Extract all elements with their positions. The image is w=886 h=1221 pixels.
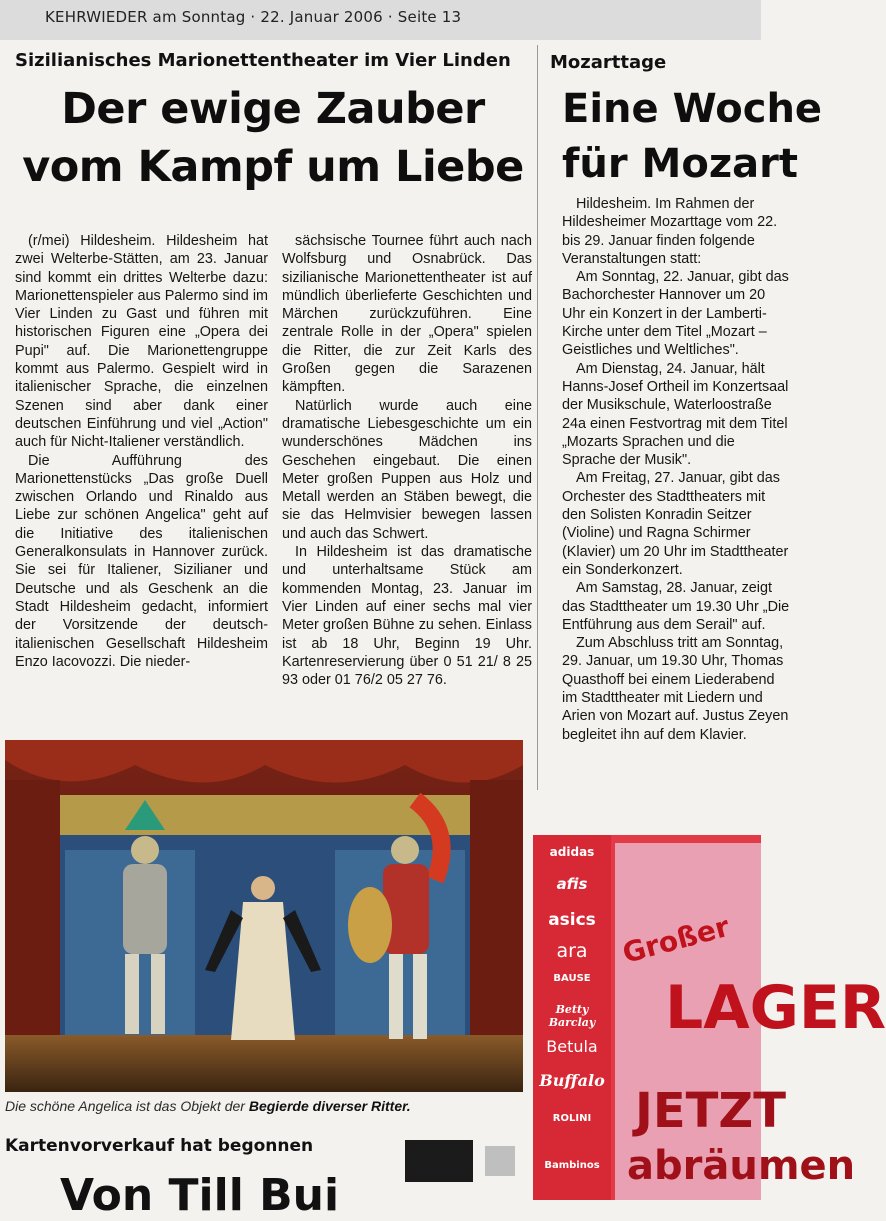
caption-bold-text: Begierde diverser Ritter.: [248, 1098, 411, 1114]
ad-brand: Betty Barclay: [548, 1003, 596, 1029]
ad-text-large: LAGER: [665, 973, 886, 1043]
ad-brand: ROLINI: [552, 1113, 592, 1124]
article-paragraph: In Hildesheim ist das dramatische und unterhaltsame Stück am kommenden Montag, 23. Januar im Vier Linden auf einer sechs mal vier Meter großen Bühne zu sehen. Einlass ist ab 18 Uhr, Beginn 19 Uhr. Kartenreservierung über 0 51 21/ 8 25 93 oder 01 76/2 05 27 76.: [282, 544, 532, 689]
ad-brand: BAUSE: [553, 973, 591, 984]
ad-brand: ara: [556, 940, 588, 962]
ad-brand: Betula: [546, 1037, 598, 1056]
ad-text-large: JETZT: [635, 1083, 786, 1139]
bottom-headline-text: Von Till Bui: [60, 1170, 340, 1221]
ad-brand: Buffalo: [539, 1071, 605, 1090]
side-paragraph: Am Dienstag, 24. Januar, hält Hanns-Josef Ortheil im Konzertsaal der Musikschule, Waterloostraße 24a einen Festvortrag mit dem Titel „Mozarts Sprachen und die Sprache der Musik".: [562, 360, 789, 469]
ad-text-large: Großer: [619, 909, 733, 970]
article-paragraph: (r/mei) Hildesheim. Hildesheim hat zwei Welterbe-Stätten, am 23. Januar sind kommt ein drittes Welterbe dazu: Marionettenspieler aus Palermo sind im Vier Linden zu Gast und führen mit historischen Figuren eine „Opera dei Pupi" auf. Die Marionettengruppe kommt aus Palermo. Gespielt wird in italienischer Sprache, die einzelnen Szenen sind aber dank einer deutschen Einführung und viel „Action" auch für Nicht-Italiener verständlich.: [15, 233, 268, 451]
side-column: [562, 195, 790, 744]
ad-brand: Bambinos: [544, 1160, 600, 1171]
masthead-bar: [0, 0, 761, 40]
advertisement: [533, 835, 886, 1200]
photo-caption: [5, 1098, 411, 1114]
ad-brand-column: [533, 835, 611, 1200]
side-paragraph: Zum Abschluss tritt am Sonntag, 29. Januar, um 19.30 Uhr, Thomas Quasthoff bei einem Liederabend im Stadttheater mit Liedern und Arien von Mozart auf. Justus Zeyen begleitet ihn auf dem Klavier.: [562, 635, 789, 743]
bottom-article-kicker: Kartenvorverkauf hat begonnen: [5, 1136, 314, 1156]
side-headline-line: Eine Woche: [562, 86, 823, 132]
masthead-text: KEHRWIEDER am Sonntag · 22. Januar 2006 · Seite 13: [45, 8, 462, 26]
article-column-2: [282, 232, 532, 689]
article-paragraph: sächsische Tournee führt auch nach Wolfsburg und Osnabrück. Das sizilianische Marionettentheater ist auf mündlich überlieferte Geschichten und Märchen zurückzuführen. Eine zentrale Rolle in der „Opera" spielen die Ritter, die zur Zeit Karls des Großen gegen die Sarazenen kämpften.: [282, 233, 532, 396]
side-paragraph: Am Samstag, 28. Januar, zeigt das Stadttheater um 19.30 Uhr „Die Entführung aus dem Serail" auf.: [562, 580, 790, 633]
ad-brand: asics: [548, 910, 596, 930]
ad-brand: afis: [556, 875, 588, 893]
ad-brand: adidas: [549, 845, 595, 859]
side-paragraph: Am Freitag, 27. Januar, gibt das Orchester des Stadttheaters mit den Solisten Konradin Seitzer (Violine) und Ragna Schirmer (Klavier) um 20 Uhr im Stadttheater ein Sonderkonzert.: [562, 470, 789, 578]
caption-text: Die schöne Angelica ist das Objekt der: [5, 1098, 249, 1114]
marionette-photo: [5, 740, 523, 1092]
article-paragraph: Die Aufführung des Marionettenstücks „Das große Duell zwischen Orlando und Rinaldo aus Liebe zur schönen Angelica" geht auf die Initiative des italienischen Generalkonsulats in Hannover zurück. Sie sei für Italiener, Sizilianer und Deutsche und als Geschenk an die Stadt Hildesheim gedacht, informiert der Vorsitzende der deutsch-italienischen Gesellschaft Hildesheim Enzo Iacovozzi. Die nieder-: [15, 452, 268, 670]
marionette-photo-illustration: [5, 740, 523, 1092]
side-headline: [562, 82, 823, 192]
side-kicker: Mozarttage: [550, 52, 667, 73]
article-kicker: Sizilianisches Marionettentheater im Vier Linden: [15, 50, 511, 71]
side-paragraph: Hildesheim. Im Rahmen der Hildesheimer Mozarttage vom 22. bis 29. Januar finden folgende Veranstaltungen statt:: [562, 196, 778, 267]
article-paragraph: Natürlich wurde auch eine dramatische Liebesgeschichte um ein wunderschönes Mädchen ins Geschehen eingebaut. Die einen Meter großen Puppen aus Holz und Metall werden an Stäben bewegt, die sie das Helmvisier bewegen lassen und auch das Schwert.: [282, 397, 532, 542]
ad-text-large: abräumen: [627, 1143, 856, 1189]
ad-sale-panel: [615, 843, 886, 1200]
column-divider: [537, 45, 538, 790]
side-headline-line: für Mozart: [562, 141, 798, 187]
side-paragraph: Am Sonntag, 22. Januar, gibt das Bachorchester Hannover um 20 Uhr ein Konzert in der Lamberti-Kirche unter dem Titel „Mozart – Geistliches und Weltliches".: [562, 269, 789, 359]
article-column-1: [15, 232, 268, 671]
article-headline: Der ewige Zauber vom Kampf um Liebe: [22, 84, 524, 192]
bottom-article-headline: [0, 1168, 520, 1221]
